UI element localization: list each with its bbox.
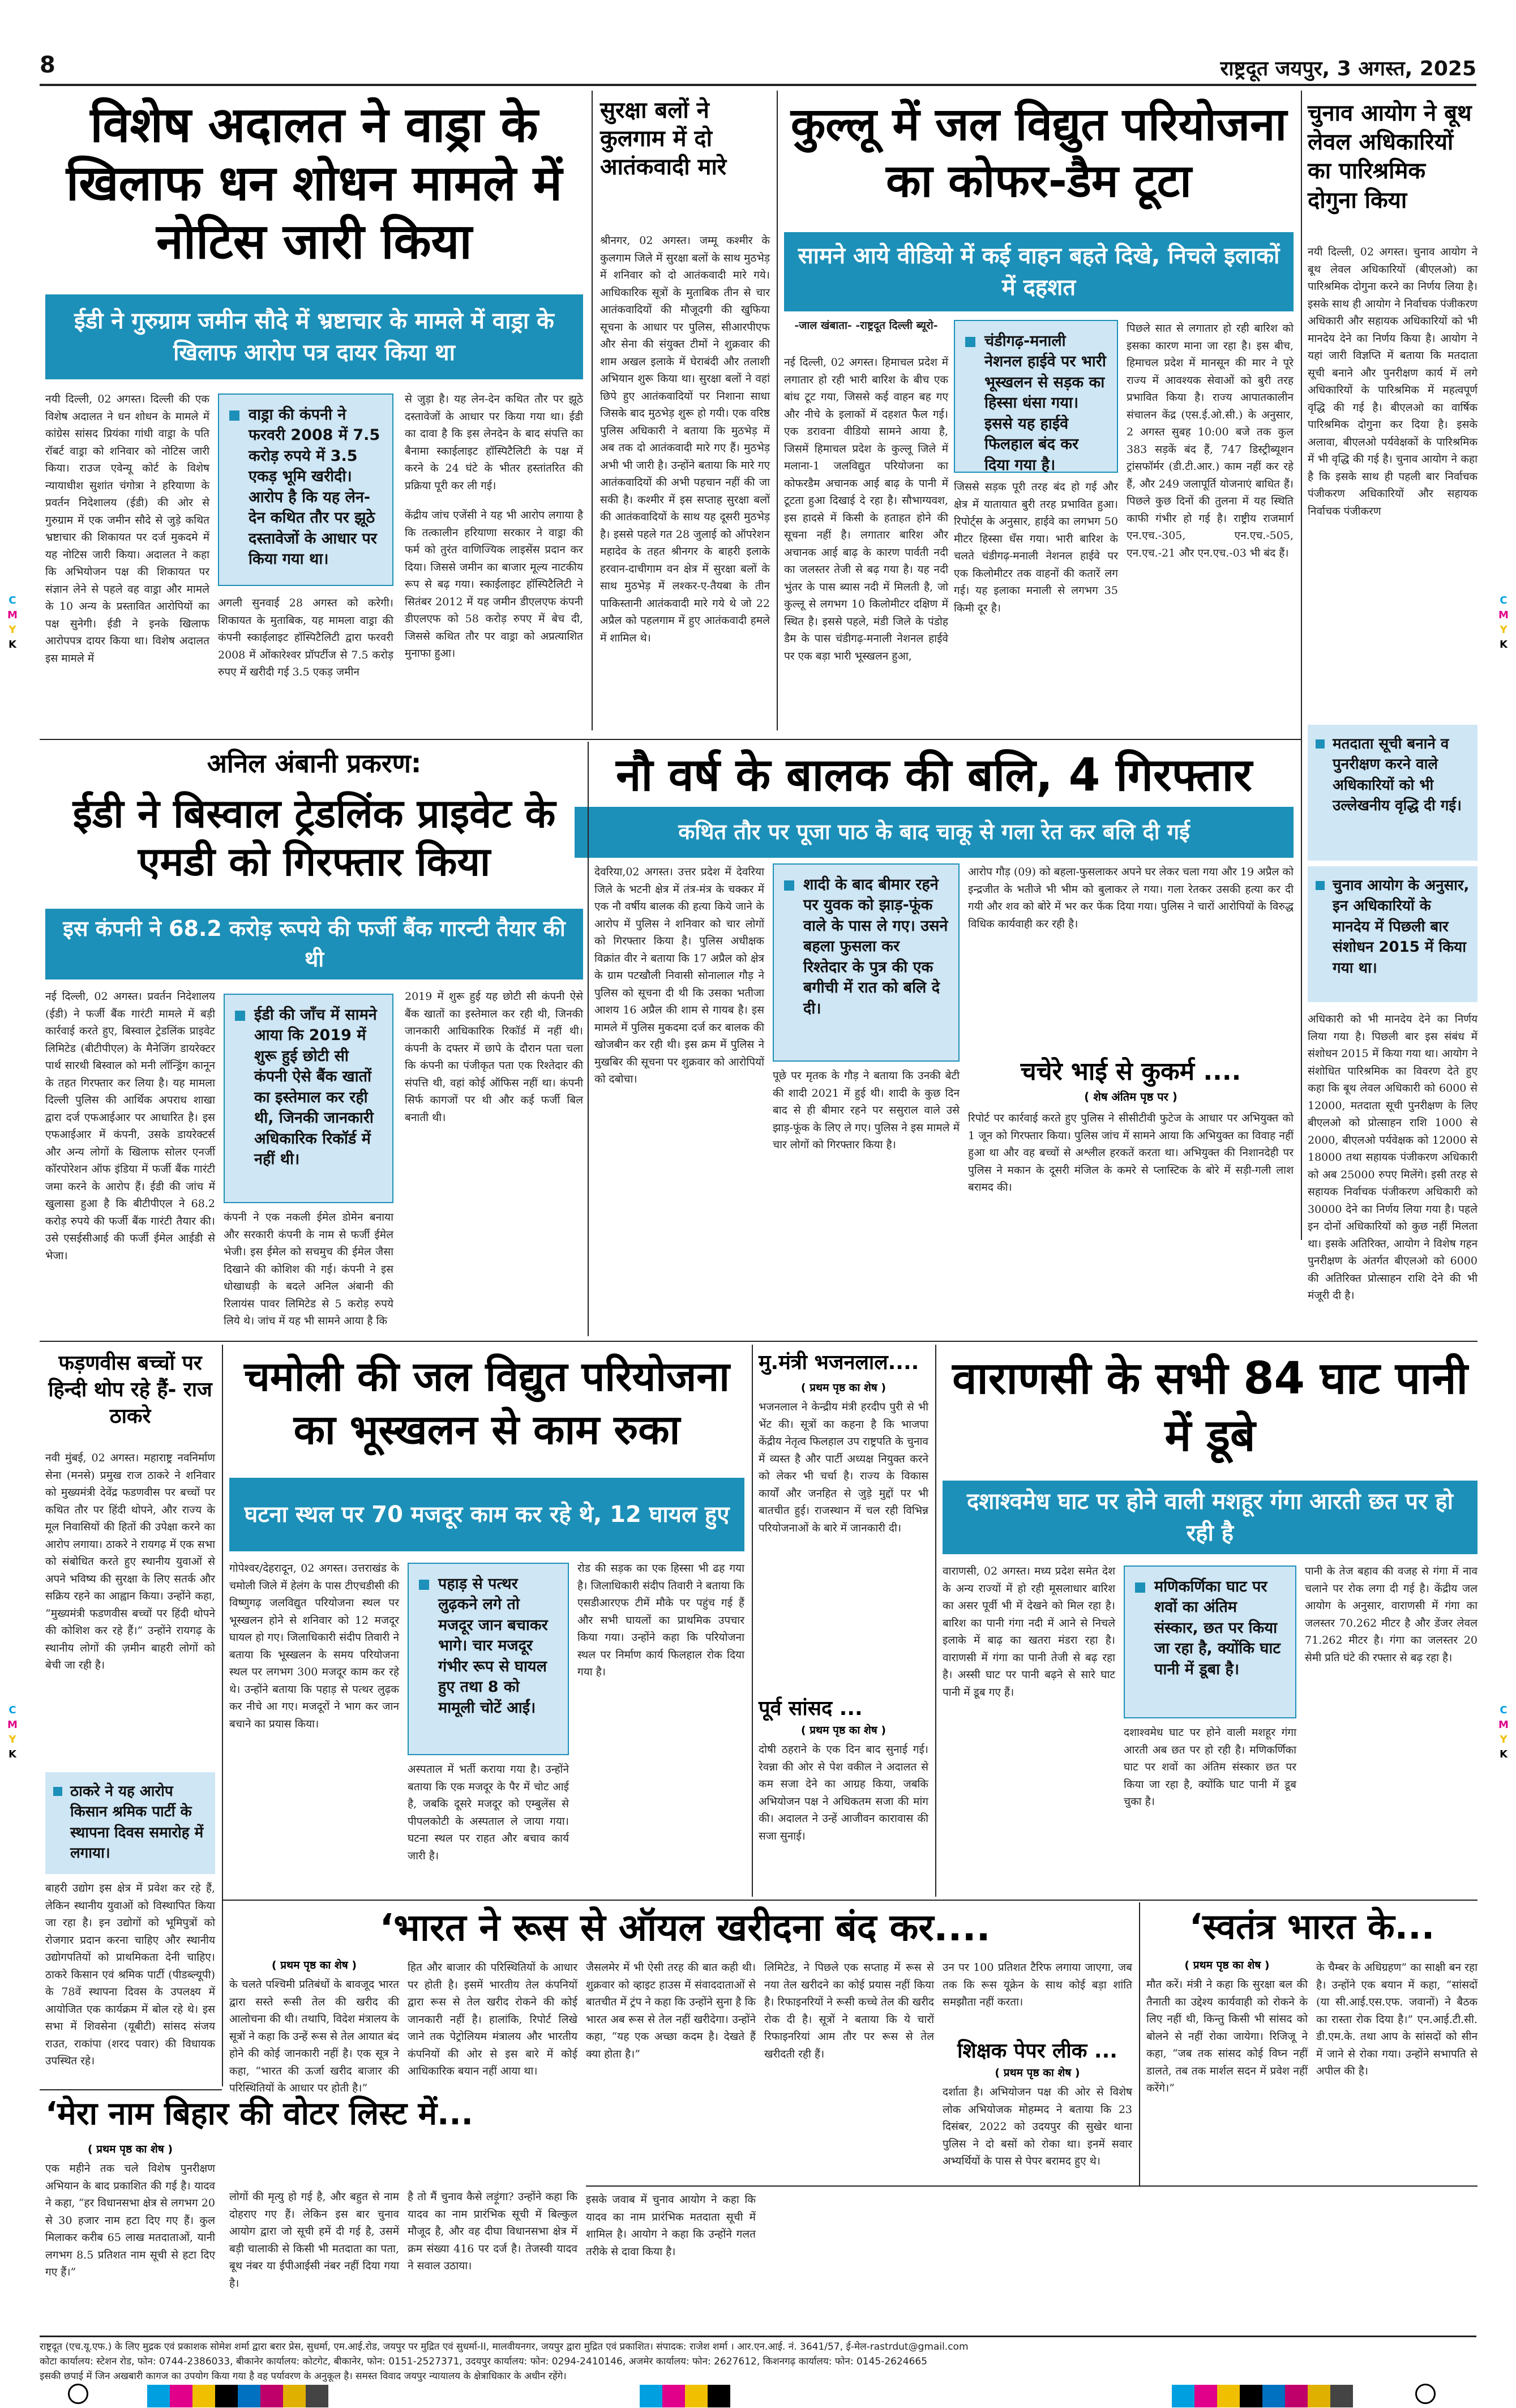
chamoli-body-col1: गोपेश्वर/देहरादून, 02 अगस्त। उत्तराखंड के चमोली जिले में हेलंग के पास टीएचडीसी की विष्णुगढ़ जलविद्युत परियोजना स्थल पर भूस्खलन होने से शनिवार को 12 मजदूर घायल हो गए। जिलाधिकारी संदीप तिवारी ने बताया कि भूस्खलन के समय परियोजना स्थल पर लगभग 300 मजदूर काम कर रहे थे। उन्होंने बताया कि पहाड़ से पत्थर लुढ़क कर नीचे आ गए। मजदूरों ने भाग कर जान बचाने का प्रयास किया। (229, 1562, 399, 1730)
oil-body-col3: जैसलमेर में भी ऐसी तरह की बात कही थी। शुक्रवार को व्हाइट हाउस में संवाददाताओं से बातचीत में ट्रंप ने कहा कि उन्होंने सुना है कि भारत अब रूस से तेल नहीं खरीदेगा। उन्होंने कहा, “यह एक अच्छा कदम है। देखते हैं क्या होता है।” (586, 1961, 756, 2060)
oil-body-col5: उन पर 100 प्रतिशत टैरिफ लगाया जाएगा, जब तक कि रूस यूक्रेन के साथ कोई बड़ा शांति समझौता नहीं करता। (943, 1961, 1132, 2008)
biswal-headline: ईडी ने बिस्वाल ट्रेडलिंक प्राइवेट के एमडी को गिरफ्तार किया (72, 790, 556, 886)
sacrifice-pullquote (773, 863, 960, 1062)
vadra-body-col3: से जुड़ा है। यह लेन-देन कथित तौर पर झूठे दस्तावेजों के आधार पर किया गया था। ईडी का दावा है कि इस लेनदेन के बाद संपत्ति का बैनामा स्काईलाइट हॉस्पिटैलिटी के पक्ष में करने के 24 घंटे के भीतर हस्तांतरित की प्रक्रिया पूरी कर ली गई। (405, 393, 583, 492)
biswal-body-col2: कंपनी ने एक नकली ईमेल डोमेन बनाया और सरकारी कंपनी के नाम से फर्जी ईमेल भेजी। इस ईमेल को सचमुच की ईमेल जैसा दिखाने की कोशिश की गई। कंपनी ने इस धोखाधड़ी के बदले अनिल अंबानी की रिलायंस पावर लिमिटेड से 5 करोड़ रुपये लिये थे। जांच में यह भी सामने आया है कि (224, 1211, 393, 1327)
pullquote-marker (229, 410, 239, 421)
col-divider-9 (1139, 1902, 1140, 2185)
sacrifice-pullquote-text: शादी के बाद बीमार रहने पर युवक को झाड़-फूंक वाले के पास ले गए। उसने बहला फुसला कर रिश्तेदार के पुत्र की एक बगीची में रात को बलि दे दी। (803, 876, 948, 1017)
chamoli-pullquote-text: पहाड़ से पत्थर लुढ़कने लगे तो मजदूर जान बचाकर भागे। चार मजदूर गंभीर रूप से घायल हुए तथा 8 को मामूली चोटें आईं। (438, 1575, 548, 1717)
pullquote-marker (965, 337, 975, 347)
bullet-marker (1316, 881, 1325, 890)
color-bar-2 (640, 2385, 730, 2407)
varanasi-pullquote (1124, 1566, 1296, 1718)
row-divider-5 (586, 2185, 1478, 2187)
ec-body-2: अधिकारी को भी मानदेय देने का निर्णय लिया गया है। पिछली बार इस संबंध में संशोधन 2015 में किया गया था। आयोग ने संशोधित पारिश्रमिक का विवरण देते हुए कहा कि बूथ लेवल अधिकारी को 6000 से 12000, मतदाता सूची पुनरीक्षण के लिए बीएलओ को प्रोत्साहन राशि 1000 से 2000, बीएलओ पर्यवेक्षक को 12000 से 18000 तथा सहायक पंजीकरण अधिकारी को अब 25000 रुपए मिलेंगे। इसी तरह से सहायक निर्वाचक पंजीकरण अधिकारी को 30000 देने का निर्णय लिया गया है। पहले इन दोनों अधिकारियों को कुछ नहीं मिलता था। इसके अतिरिक्त, आयोग ने विशेष गहन पुनरीक्षण के अंतर्गत बीएलओ को 6000 की अतिरिक्त प्रोत्साहन राशि देने की भी मंजूरी दी है। (1308, 1013, 1478, 1302)
col-divider-7 (752, 1345, 753, 1897)
vadra-body-col3b: केंद्रीय जांच एजेंसी ने यह भी आरोप लगाया है कि तत्कालीन हरियाणा सरकार ने वाड्रा की फर्म को तुरंत वाणिज्यिक लाइसेंस प्रदान कर दिया। जिससे जमीन का बाजार मूल्य नाटकीय रूप से बढ़ गया। स्काईलाइट हॉस्पिटैलिटी ने सितंबर 2012 में यह जमीन डीएलएफ कंपनी डीएलएफ को 58 करोड़ रुपए में बेच दी, जिससे कथित तौर पर वाड्रा को अप्रत्याशित मुनाफा हुआ। (405, 509, 583, 660)
varanasi-body-col1: वाराणसी, 02 अगस्त। मध्य प्रदेश समेत देश के अन्य राज्यों में हो रही मूसलाधार बारिश का असर पूर्वी भी में देखने को मिल रहा है। बारिश का पानी गंगा नदी में आने से निचले इलाके में बाढ़ का खतरा मंडरा रहा है। वाराणसी में गंगा का पानी तेजी से बढ़ रहा है। अस्सी घाट पर पानी बढ़ने से सारे घाट पानी में डूब गए हैं। (943, 1565, 1115, 1699)
col-divider-2 (777, 91, 778, 730)
biswal-body-col3: 2019 में शुरू हुई यह छोटी सी कंपनी ऐसे बैंक खातों का इस्तेमाल कर रही थी, जिनकी जानकारी आधिकारिक रिकॉर्ड में नहीं थी। कंपनी के दफ्तर में छापे के दौरान पता चला कि कंपनी का पंजीकृत पता एक रिश्तेदार की संपत्ति थी, वहां कोई ऑफिस नहीं था। कंपनी सिर्फ कागजों पर थी और कई फर्जी बिल बनाती थी। (405, 990, 583, 1124)
chamoli-body-col2: अस्पताल में भर्ती कराया गया है। उन्होंने बताया कि एक मजदूर के पैर में चोट आई है, जबकि दूसरे मजदूर को एम्बुलेंस से पीपलकोटी के अस्पताल ले जाया गया। घटना स्थल पर राहत और बचाव कार्य जारी है। (408, 1763, 569, 1862)
biswal-kicker: अनिल अंबानी प्रकरण: (207, 748, 422, 779)
col-divider-1 (592, 91, 593, 730)
col-divider-3 (1301, 91, 1302, 1240)
varanasi-body-col3: पानी के तेज बहाव की वजह से गंगा में नाव चलाने पर रोक लगा दी गई है। केंद्रीय जल आयोग के अनुसार, वाराणसी में गंगा का जलस्तर 70.262 मीटर है और डेंजर लेवल 71.262 मीटर है। गंगा का जलस्तर 20 सेमी प्रति घंटे की रफ्तार से बढ़ रहा है। (1305, 1565, 1478, 1664)
voter-list-body-col1: एक महीने तक चले विशेष पुनरीक्षण अभियान के बाद प्रकाशित की गई है। यादव ने कहा, “हर विधानसभा क्षेत्र से लगभग 20 से 30 हजार नाम हटा दिए गए हैं। कुल मिलाकर करीब 65 लाख मतदाताओं, यानी लगभग 8.5 प्रतिशत नाम सूची से हटा दिए गए हैं।” (45, 2162, 215, 2278)
varanasi-pullquote-text: मणिकर्णिका घाट पर शवों का अंतिम संस्कार, छत पर किया जा रहा है, क्योंकि घाट पानी में डूबा है। (1154, 1578, 1281, 1678)
thackeray-body: नवी मुंबई, 02 अगस्त। महाराष्ट्र नवनिर्माण सेना (मनसे) प्रमुख राज ठाकरे ने शनिवार को मुख्यमंत्री देवेंद्र फडणवीस पर बच्चों पर कथित तौर पर हिंदी थोपने, और राज्य के मूल निवासियों की हितों की उपेक्षा करने का आरोप लगाया। ठाकरे ने रायगढ़ में एक सभा को संबोधित करते हुए स्थानीय युवाओं से अपने भविष्य की सुरक्षा के लिए सतर्क और सक्रिय रहने का आह्वान किया। उन्होंने कहा, “मुख्यमंत्री फडणवीस बच्चों पर हिंदी थोपने की कोशिश कर रहे हैं।” उन्होंने रायगढ़ के स्थानीय लोगों की ज़मीन बाहरी लोगों को बेची जा रही है। (45, 1452, 215, 1671)
pullquote-marker (419, 1580, 429, 1590)
cmyk-mark-left: C M Y K (7, 594, 18, 651)
bullet-marker (1316, 739, 1325, 749)
registration-mark (68, 2384, 88, 2404)
row-divider-1 (40, 739, 1301, 740)
chamoli-pullquote (408, 1563, 569, 1755)
vadra-subhead-band: ईडी ने गुरुग्राम जमीन सौदे में भ्रष्टाचार के मामले में वाड्रा के खिलाफ आरोप पत्र दायर किया था (45, 294, 583, 379)
kullu-headline: कुल्लू में जल विद्युत परियोजना का कोफर-डैम टूटा (790, 98, 1287, 207)
kullu-pullquote-text: चंडीगढ़-मनाली नेशनल हाईवे पर भारी भूस्खलन से सड़क का हिस्सा धंसा गया। इससे यह हाईवे फिलहाल बंद कर दिया गया है। (984, 332, 1106, 474)
oil-headline: ‘भारत ने रूस से ऑयल खरीदना बंद कर.... (379, 1906, 991, 1949)
chamoli-headline: चमोली की जल विद्युत परियोजना का भूस्खलन से काम रुका (244, 1353, 730, 1453)
cousin-note: ( शेष अंतिम पृष्ठ पर ) (1084, 1090, 1177, 1104)
ec-bullet-1 (1308, 725, 1478, 861)
cousin-body: रिपोर्ट पर कार्रवाई करते हुए पुलिस ने सीसीटीवी फुटेज के आधार पर अभियुक्त को 1 जून को गिरफ्तार किया। पुलिस जांच में सामने आया कि अभियुक्त का विवाह नहीं हुआ था और वह बच्चों से अश्लील हरकतें करता था। अभियुक्त की निशानदेही पर पुलिस ने मकान के दूसरी मंजिल के कमरे से प्लास्टिक के बोरे में सड़ी-गली लाश बरामद की। (968, 1112, 1294, 1194)
ec-bullet-1-text: मतदाता सूची बनाने व पुनरीक्षण करने वाले अधिकारियों को भी उल्लेखनीय वृद्धि दी गई। (1333, 735, 1462, 815)
biswal-pullquote (224, 994, 393, 1203)
sacrifice-body-col2: पूछे पर मृतक के गौड़ ने बताया कि उनकी बेटी की शादी 2021 में हुई थी। शादी के कुछ दिन बाद से ही बीमार रहने पर ससुराल वाले उसे झाड़-फूंक के लिए ले गए। पुलिस ने इस मामले में चार लोगों को गिरफ्तार किया है। (773, 1070, 960, 1151)
varanasi-subhead-band: दशाश्वमेध घाट पर होने वाली मशहूर गंगा आरती छत पर हो रही है (943, 1481, 1478, 1554)
footer-line-1: राष्ट्रदूत (एच.यू.एफ.) के लिए मुद्रक एवं प्रकाशक सोमेश शर्मा द्वारा बरार प्रेस, सुधर्मा, एम.आई.रोड, जयपुर पर मुद्रित एवं सुधर्मा-II, मालवीयनगर, जयपुर द्वारा मुद्रित एवं प्रकाशित। संपादक: राजेश शर्मा । आर.एन.आई. नं. 3641/57, ई-मेल-rastrdut@gmail.com (40, 2341, 969, 2353)
pullquote-marker (1135, 1582, 1145, 1593)
independent-india-body-col2: के चैम्बर के अधिग्रहण” का साक्षी बन रहा है। उन्होंने एक बयान में कहा, “सांसदों (या सी.आई.एस.एफ. जवानों) ने बैठक का रास्ता रोक दिया है।” एन.आई.टी.सी. डी.एम.के. तथा आप के सांसदों को सीन में जाने से रोका गया। उन्होंने सभापति से अपील की है। (1316, 1961, 1478, 2077)
cmyk-mark-right: C M Y K (1498, 594, 1509, 651)
oil-note: ( प्रथम पृष्ठ का शेष ) (271, 1959, 357, 1971)
ec-bullet-2-text: चुनाव आयोग के अनुसार, इन अधिकारियों के मानदेय में पिछली बार संशोधन 2015 में किया गया था। (1333, 877, 1470, 977)
row-divider-3 (222, 1900, 1478, 1901)
kulgam-body: श्रीनगर, 02 अगस्त। जम्मू कश्मीर के कुलगाम जिले में सुरक्षा बलों के साथ मुठभेड़ में शनिवार को दो आतंकवादी मारे गये। आधिकारिक सूत्रों के मुताबिक तीन से चार आतंकवादियों की मौजूदगी की खुफिया सूचना के आधार पर पुलिस, सीआरपीएफ और सेना की संयुक्त टीमों ने शुक्रवार की शाम अखल इलाके में घेराबंदी और तलाशी अभियान शुरू किया था। सुरक्षा बलों ने वहां छिपे हुए आतंकवादियों पर निशाना साधा जिसके बाद मुठभेड़ शुरू हो गयी। एक वरिष्ठ पुलिस अधिकारी ने बताया कि मुठभेड़ में अब तक दो आतंकवादी मारे गए हैं। मुठभेड़ अभी भी जारी है। उन्होंने बताया कि मारे गए आतंकवादियों की अभी पहचान नहीं की जा सकी है। कश्मीर में इस सप्ताह सुरक्षा बलों की आतंकवादियों के साथ यह दूसरी मुठभेड़ है। इससे पहले गत 28 जुलाई को ऑपरेशन महादेव के तहत श्रीनगर के बाहरी इलाके हरवान-दाचीगाम वन क्षेत्र में सुरक्षा बलों के साथ मुठभेड़ में लश्कर-ए-तैयबा के तीन पाकिस्तानी आतंकवादी मारे गये थे जो 22 अप्रैल को पहलगाम में हुए आतंकवादी हमले में शामिल थे। (600, 234, 770, 644)
footer-rule (40, 2336, 1476, 2337)
biswal-body-col1: नई दिल्ली, 02 अगस्त। प्रवर्तन निदेशालय (ईडी) ने फर्जी बैंक गारंटी मामले में बड़ी कार्रवाई करते हुए, बिस्वाल ट्रेडलिंक प्राइवेट लिमिटेड (बीटीपीएल) के मैनेजिंग डायरेक्टर पार्थ सारथी बिस्वाल को मनी लॉन्ड्रिंग कानून के तहत गिरफ्तार कर लिया है। यह मामला दिल्ली पुलिस की आर्थिक अपराध शाखा द्वारा दर्ज एफआईआर पर आधारित है। इस एफआईआर में कंपनी, उसके डायरेक्टर्स और अन्य लोगों के खिलाफ सोलर एनर्जी कॉरपोरेशन ऑफ इंडिया में फर्जी बैंक गारंटी जमा करने के आरोप हैं। ईडी की जांच में खुलासा हुआ है कि बीटीपीएल ने 68.2 करोड़ रुपये की फर्जी बैंक गारंटी तैयार की। उसे एसईसीआई की फर्जी ईमेल आईडी से भेजा। (45, 990, 215, 1262)
chamoli-body-col3: रोड की सड़क का एक हिस्सा भी ढह गया है। जिलाधिकारी संदीप तिवारी ने बताया कि एसडीआरएफ टीमें मौके पर पहुंच गई हैं और सभी घायलों का प्राथमिक उपचार किया गया। उन्होंने कहा कि परियोजना स्थल पर निर्माण कार्य फिलहाल रोक दिया गया है। (577, 1562, 744, 1678)
kullu-body-col3: पिछले सात से लगातार हो रही बारिश को इसका कारण माना जा रहा है। इस बीच, हिमाचल प्रदेश में मानसून की मार ने पूरे राज्य में आवश्यक सेवाओं को बुरी तरह प्रभावित किया है। राज्य आपातकालीन संचालन केंद्र (एस.ई.ओ.सी.) के अनुसार, 2 अगस्त सुबह 10:00 बजे तक कुल 383 सड़कें बंद हैं, 747 डिस्ट्रीब्यूशन ट्रांसफॉर्मर (डी.टी.आर.) काम नहीं कर रहे हैं, और 249 जलापूर्ति योजनाएं बाधित हैं। पिछले कुछ दिनों की तुलना में यह स्थिति काफी गंभीर हो गई है। राष्ट्रीय राजमार्ग एन.एच.-305, एन.एच.-505, एन.एच.-21 और एन.एच.-03 भी बंद हैं। (1127, 322, 1294, 559)
voter-list-body-col2: लोगों की मृत्यु हो गई है, और बहुत से नाम दोहराए गए हैं। लेकिन इस बार चुनाव आयोग द्वारा जो सूची हमें दी गई है, उसमें बड़ी चालाकी से किसी भी मतदाता का पता, बूथ नंबर या ईपीआईसी नंबर नहीं दिया गया है। (229, 2191, 399, 2290)
kullu-body-col1: नई दिल्ली, 02 अगस्त। हिमाचल प्रदेश में लगातार हो रही भारी बारिश के बीच एक बांध टूट गया, जिससे कई वाहन बह गए और नीचे के इलाकों में दहशत फैल गई। एक डरावना वीडियो सामने आया है, जिसमें हिमाचल प्रदेश के कुल्लू जिले में मलाना-1 जलविद्युत परियोजना का कोफरडैम अचानक आई बाढ़ के पानी में टूटता हुआ दिखाई दे रहा है। सौभाग्यवश, इस हादसे में किसी के हताहत होने की सूचना नहीं है। लगातार बारिश और अचानक आई बाढ़ के कारण पार्वती नदी का जलस्तर तेजी से बढ़ गया है। यह नदी भुंतर के पास ब्यास नदी में मिलती है, जो कुल्लू से लगभग 10 किलोमीटर दक्षिण में स्थित है। इससे पहले, मंडी जिले के पंडोह डैम के पास चंडीगढ़-मनाली नेशनल हाईवे पर एक बड़ा भारी भूस्खलन हुआ, (784, 356, 948, 662)
footer-line-3: इसकी छपाई में जिन अखबारी कागज का उपयोग किया गया है वह पर्यावरण के अनुकूल है। समस्त विवाद जयपुर न्यायालय के क्षेत्राधिकार के अधीन रहेंगे। (40, 2371, 567, 2382)
voter-list-note: ( प्रथम पृष्ठ का शेष ) (87, 2143, 173, 2155)
varanasi-body-col2: दशाश्वमेध घाट पर होने वाली मशहूर गंगा आरती अब छत पर हो रही है। मणिकर्णिका घाट पर शवों का अंतिम संस्कार छत पर किया जा रहा है, क्योंकि घाट पानी में डूब चुका है। (1124, 1726, 1296, 1808)
ec-headline: चुनाव आयोग ने बूथ लेवल अधिकारियों का पारिश्रमिक दोगुना किया (1308, 100, 1472, 213)
vadra-body-col2: अगली सुनवाई 28 अगस्त को करेगी। शिकायत के मुताबिक, यह मामला वाड्रा की कंपनी स्काईलाइट हॉस्पिटैलिटी द्वारा फरवरी 2008 में ओंकारेश्वर प्रॉपर्टीज से 7.5 करोड़ रुपए में खरीदी गई 3.5 एकड़ जमीन (218, 597, 393, 678)
ex-mp-headline: पूर्व सांसद ... (759, 1697, 863, 1720)
header-rule (40, 84, 1476, 86)
registration-mark-right (1415, 2384, 1436, 2404)
independent-india-note: ( प्रथम पृष्ठ का शेष ) (1184, 1959, 1270, 1971)
voter-list-body-col3: है तो मैं चुनाव कैसे लड़ूंगा? उन्होंने कहा कि यादव का नाम प्रारंभिक सूची में बिल्कुल मौजूद है, और वह दीघा विधानसभा क्षेत्र में क्रम संख्या 416 पर दर्ज है। तेजस्वी यादव ने सवाल उठाया। (408, 2191, 577, 2272)
ex-mp-body: दोषी ठहराने के एक दिन बाद सुनाई गई। रेवन्ना की ओर से पेश वकील ने अदालत से कम सजा देने का आग्रह किया, जबकि अभियोजन पक्ष ने अधिकतम सजा की मांग की। अदालत ने उन्हें आजीवन कारावास की सजा सुनाई। (759, 1743, 928, 1842)
page-number: 8 (40, 52, 55, 78)
col-divider-5 (588, 742, 589, 1336)
varanasi-headline: वाराणसी के सभी 84 घाट पानी में डूबे (952, 1353, 1468, 1462)
pullquote-marker (235, 1011, 245, 1021)
footer-line-2: कोटा कार्यालय: स्टेशन रोड, फोन: 0744-2386033, बीकानेर कार्यालय: कोटगेट, बीकानेर, फोन: 0151-2527371, उदयपुर कार्यालय: फोन: 0294-2410146, अजमेर कार्यालय: फोन: 2627612, किशनगढ़ कार्यालय: फोन: 0145-2624665 (40, 2356, 928, 2367)
thackeray-bullet (45, 1772, 215, 1874)
sacrifice-body-col1: देवरिया,02 अगस्त। उत्तर प्रदेश में देवरिया जिले के भटनी क्षेत्र में तंत्र-मंत्र के चक्कर में एक नौ वर्षीय बालक की हत्या किये जाने के आरोप में पुलिस ने शनिवार को चार लोगों को गिरफ्तार किया है। पुलिस अधीक्षक विक्रांत वीर ने बताया कि 17 अप्रैल को क्षेत्र के ग्राम पटखौली निवासी सोनालाल गौड़ ने पुलिस को सूचना दी थी कि उसका भतीजा आशय 16 अप्रैल की शाम से गायब है। इस मामले में पुलिस मुकदमा दर्ज कर बालक की खोजबीन कर रही थी। इस क्रम में पुलिस ने मुखबिर की सूचना पर शुक्रवार को आरोपियों को दबोचा। (594, 866, 764, 1085)
thackeray-body-2: बाहरी उद्योग इस क्षेत्र में प्रवेश कर रहे हैं, लेकिन स्थानीय युवाओं को विस्थापित किया जा रहा है। इन उद्योगों को भूमिपुत्रों को रोजगार प्रदान करना चाहिए और स्थानीय उद्योगपतियों को प्राथमिकता देनी चाहिए। ठाकरे किसान एवं श्रमिक पार्टी (पीडब्ल्यूपी) के 78वें स्थापना दिवस के उपलक्ष्य में आयोजित एक कार्यक्रम में बोल रहे थे। इस सभा में शिवसेना (यूबीटी) सांसद संजय राउत, राकांपा (शरद पवार) की विधायक उपस्थित रहे। (45, 1882, 215, 2067)
independent-india-headline: ‘स्वतंत्र भारत के... (1189, 1906, 1435, 1947)
teacher-leak-headline: शिक्षक पेपर लीक ... (957, 2039, 1117, 2063)
vadra-headline: विशेष अदालत ने वाड्रा के खिलाफ धन शोधन मामले में नोटिस जारी किया (66, 97, 563, 271)
bullet-marker (53, 1787, 62, 1796)
cousin-headline: चचेरे भाई से कुकर्म .... (1020, 1057, 1241, 1086)
row-divider-4 (40, 2089, 222, 2090)
independent-india-body-col1: मौत करें। मंत्री ने कहा कि सुरक्षा बल की तैनाती का उद्देश्य कार्यवाही को रोकने के लिए नहीं थी, किन्तु किसी भी सांसद को बोलने से नहीं रोका जायेगा। रिजिजू ने कहा, “जब तक सांसद कोई विघ्न नहीं डालते, तब तक मार्शल सदन में प्रवेश नहीं करेंगे।” (1146, 1978, 1308, 2094)
col-divider-6 (222, 1345, 223, 2086)
color-bar-3 (1172, 2385, 1353, 2407)
color-bar (147, 2385, 328, 2407)
teacher-leak-note: ( प्रथम पृष्ठ का शेष ) (995, 2067, 1080, 2079)
biswal-subhead-band: इस कंपनी ने 68.2 करोड़ रूपये की फर्जी बैंक गारन्टी तैयार की थी (45, 909, 583, 980)
thackeray-bullet-text: ठाकरे ने यह आरोप किसान श्रमिक पार्टी के स्थापना दिवस समारोह में लगाया। (70, 1783, 204, 1862)
col-divider-8 (935, 1345, 936, 1897)
sacrifice-subhead-band: कथित तौर पर पूजा पाठ के बाद चाकू से गला रेत कर बलि दी गई (575, 807, 1294, 858)
teacher-leak-body: दर्शाता है। अभियोजन पक्ष की ओर से विशेष लोक अभियोजक मोहम्मद ने बताया कि 23 दिसंबर, 2022 को उदयपुर की सुखेर थाना पुलिस ने दो बसों को रोका था। इनमें सवार अभ्यर्थियों के पास से पेपर बरामद हुए थे। (943, 2086, 1132, 2167)
kullu-body-col2: जिससे सड़क पूरी तरह बंद हो गई और क्षेत्र में यातायात बुरी तरह प्रभावित हुआ। रिपोर्ट्स के अनुसार, हाईवे का लगभग 50 मीटर हिस्सा धँस गया। भारी बारिश के चलते चंडीगढ़-मनाली नेशनल हाईवे पर एक किलोमीटर तक वाहनों की कतारें लग गई। यह इलाका मनाली से लगभग 35 किमी दूर है। (954, 481, 1118, 614)
sacrifice-headline: नौ वर्ष के बालक की बलि, 4 गिरफ्तार (616, 749, 1252, 801)
chamoli-subhead-band: घटना स्थल पर 70 मजदूर काम कर रहे थे, 12 घायल हुए (229, 1478, 744, 1551)
pullquote-marker (784, 880, 794, 891)
page-header-title: राष्ट्रदूत जयपुर, 3 अगस्त, 2025 (1220, 57, 1476, 80)
cmyk-mark-right-2: C M Y K (1498, 1704, 1509, 1760)
cm-note: ( प्रथम पृष्ठ का शेष ) (800, 1382, 887, 1394)
sacrifice-body-col3: आरोप गौड़ (09) को बहला-फुसलाकर अपने घर लेकर चला गया और 19 अप्रैल को इन्द्रजीत के भतीजे भी भीम को बुलाकर ले गया। गला रेतकर उसकी हत्या कर दी गयी और शव को बोरे में भर कर फेंक दिया गया। पुलिस ने चारों आरोपियों के विरुद्ध विधिक कार्यवाही कर रही है। (968, 866, 1294, 930)
kulgam-headline: सुरक्षा बलों ने कुलगाम में दो आतंकवादी मारे (600, 97, 727, 180)
voter-list-body-col4b: इसके जवाब में चुनाव आयोग ने कहा कि यादव का नाम प्रारंभिक मतदाता सूची में शामिल है। आयोग ने कहा कि उन्होंने गलत तरीके से दावा किया है। (586, 2193, 756, 2258)
cm-body: भजनलाल ने केन्द्रीय मंत्री हरदीप पुरी से भी भेंट की। सूत्रों का कहना है कि भाजपा केंद्रीय नेतृत्व फिलहाल उप राष्ट्रपति के चुनाव में व्यस्त है और पार्टी अध्यक्ष नियुक्त करने को लेकर भी चर्चा है। राज्य के विकास कार्यों और जनहित से जुड़े मुद्दों पर भी बातचीत हुई। राजस्थान में चल रही विभिन्न परियोजनाओं के बारे में जानकारी दी। (759, 1401, 928, 1534)
cmyk-mark-left-2: C M Y K (7, 1704, 18, 1760)
footer-imprint (40, 2339, 1476, 2384)
kullu-byline: -जाल खंबाता- -राष्ट्रदूत दिल्ली ब्यूरो- (794, 319, 938, 332)
ex-mp-note: ( प्रथम पृष्ठ का शेष ) (800, 1724, 887, 1737)
vadra-pullquote (218, 394, 393, 586)
biswal-pullquote-text: ईडी की जाँच में सामने आया कि 2019 में शुरू हुई छोटी सी कंपनी ऐसे बैंक खातों का इस्तेमाल कर रही थी, जिनकी जानकारी अधिकारिक रिकॉर्ड में नहीं थी। (254, 1006, 377, 1169)
row-divider-2 (40, 1341, 1478, 1342)
vadra-body-col1: नयी दिल्ली, 02 अगस्त। दिल्ली की एक विशेष अदालत ने धन शोधन के मामले में कांग्रेस सांसद प्रियंका गांधी वाड्रा के पति रॉबर्ट वाड्रा को शनिवार को नोटिस जारी किया। राउज एवेन्यू कोर्ट के विशेष न्यायाधीश सुशांत चंगोत्रा ने हरियाणा के प्रवर्तन निदेशालय (ईडी) की ओर से गुरुग्राम में एक जमीन सौदे से जुड़े कथित भ्रष्टाचार की शिकायत पर दर्ज मुकदमे में यह नोटिस जारी किया। अदालत ने कहा कि अभियोजन पक्ष की शिकायत पर संज्ञान लेने से पहले वह वाड्रा और मामले के 10 अन्य के प्रस्तावित आरोपियों का पक्ष सुनेगी। ईडी ने इनके खिलाफ आरोपपत्र दायर किया था। विशेष अदालत इस मामले में (45, 393, 209, 665)
cm-headline: मु.मंत्री भजनलाल.... (759, 1351, 919, 1374)
vadra-pullquote-text: वाड्रा की कंपनी ने फरवरी 2008 में 7.5 करोड़ रुपये में 3.5 एकड़ भूमि खरीदी। आरोप है कि यह लेन-देन कथित तौर पर झूठे दस्तावेजों के आधार पर किया गया था। (249, 406, 380, 568)
oil-body-col1: के चलते पश्चिमी प्रतिबंधों के बावजूद भारत द्वारा सस्ते रूसी तेल की खरीद की आलोचना की थी। तथापि, विदेश मंत्रालय के सूत्रों ने कहा कि उन्हें रूस से तेल आयात बंद होने की कोई जानकारी नहीं है। एक सूत्र ने कहा, “भारत की ऊर्जा खरीद बाजार की परिस्थितियों के आधार पर होती है।” (229, 1978, 399, 2094)
kullu-pullquote (954, 320, 1118, 473)
oil-body-col4: लिमिटेड, ने पिछले एक सप्ताह में रूस से नया तेल खरीदने का कोई प्रयास नहीं किया है। रिफाइनरियों ने रूसी कच्चे तेल की खरीद रोक दी है। सूत्रों ने बताया कि ये चारों रिफाइनरियां आम तौर पर रूस से तेल खरीदती रही हैं। (764, 1961, 934, 2060)
thackeray-headline: फड़णवीस बच्चों पर हिन्दी थोप रहे हैं- राज ठाकरे (48, 1351, 212, 1428)
kullu-subhead-band: सामने आये वीडियो में कई वाहन बहते दिखे, निचले इलाकों में दहशत (784, 232, 1294, 311)
oil-body-col2: हित और बाजार की परिस्थितियों के आधार पर होती है। इसमें भारतीय तेल कंपनियों द्वारा रूस से तेल खरीद रोकने की कोई जानकारी नहीं है। हालांकि, रिपोर्ट लिखे जाने तक पेट्रोलियम मंत्रालय और भारतीय कंपनियों की ओर से इस बारे में कोई आधिकारिक बयान नहीं आया था। (408, 1961, 577, 2077)
ec-bullet-2 (1308, 866, 1478, 1002)
voter-list-headline: ‘मेरा नाम बिहार की वोटर लिस्ट में... (45, 2095, 473, 2132)
ec-body: नयी दिल्ली, 02 अगस्त। चुनाव आयोग ने बूथ लेवल अधिकारियों (बीएलओ) का पारिश्रमिक दोगुना करने का निर्णय लिया है। इसके साथ ही आयोग ने निर्वाचक पंजीकरण अधिकारी और सहायक अधिकारियों को भी मानदेय देने का निर्णय किया है। आयोग ने यहां जारी विज्ञप्ति में बताया कि मतदाता सूची बनाने और पुनरीक्षण कार्य में लगे अधिकारियों के पारिश्रमिक में महत्वपूर्ण वृद्धि की गई है। बीएलओ का वार्षिक पारिश्रमिक दोगुना कर दिया है। इसके अलावा, बीएलओ पर्यवेक्षकों के पारिश्रमिक में भी वृद्धि की गई है। चुनाव आयोग ने कहा है कि इसके साथ ही पहली बार निर्वाचक पंजीकरण अधिकारियों और सहायक निर्वाचक पंजीकरण (1308, 246, 1478, 517)
